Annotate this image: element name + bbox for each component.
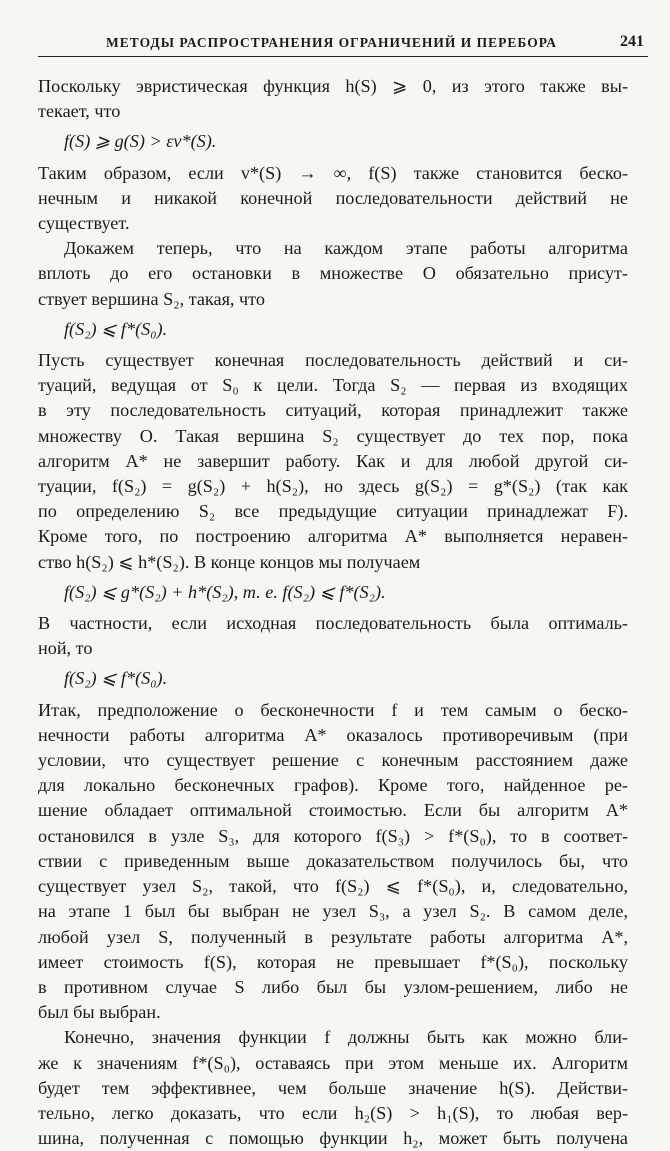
text-line: Докажем теперь, что на каждом этапе работы алгоритма [64,238,628,259]
text-line: ной, то [38,638,93,659]
text-line: существует узел S₂, такой, что f(S₂) ⩽ f*(S₀), и, следовательно, [38,876,628,897]
text-line: нечным и никакой конечной последовательности действий не [38,187,628,208]
text-line: тельно, легко доказать, что если h₂(S) > h₁(S), то любая вер- [38,1102,628,1123]
text-line: туаций, ведущая от S₀ к цели. Тогда S₂ — первая из входящих [38,375,628,396]
text-line: в эту последовательность ситуаций, которая принадлежит также [38,400,628,421]
text-line: условии, что существует решение с конечным расстоянием даже [38,750,628,771]
text-line: Таким образом, если v*(S) → ∞, f(S) также становится беско- [38,162,628,183]
text-line: будет тем эффективнее, чем больше значение h(S). Действи- [38,1077,628,1098]
body-text [38,74,628,1151]
text-line: шение обладает оптимальной стоимостью. Если бы алгоритм A* [38,800,628,821]
text-line: для локально бесконечных графов). Кроме того, найденное ре- [38,775,628,796]
text-line: был бы выбран. [38,1002,161,1023]
text-line: шина, полученная с помощью функции h₂, может быть получена [38,1128,628,1149]
text-line: существует. [38,213,130,234]
text-line: Поскольку эвристическая функция h(S) ⩾ 0, из этого также вы- [38,76,628,96]
text-line: Конечно, значения функции f должны быть как можно бли- [64,1027,628,1048]
text-line: Итак, предположение о бесконечности f и тем самым о беско- [38,699,628,720]
page-number: 241 [620,33,644,50]
text-line: на этапе 1 был бы выбран не узел S₃, а узел S₂. В самом деле, [38,901,628,922]
text-line: туации, f(S₂) = g(S₂) + h(S₂), но здесь g(S₂) = g*(S₂) (так как [38,476,628,497]
text-line: любой узел S, полученный в результате работы алгоритма A*, [38,926,628,947]
text-line: вплоть до его остановки в множестве O обязательно присут- [38,263,628,284]
text-line: В частности, если исходная последовательность была оптималь- [38,613,628,634]
text-line: нечности работы алгоритма A* оказалось противоречивым (при [38,724,628,745]
text-line: в противном случае S либо был бы узлом-решением, либо не [38,976,628,997]
text-line: множеству O. Такая вершина S₂ существует до тех пор, пока [38,425,628,446]
text-line: алгоритм A* не завершит работу. Как и для любой другой си- [38,450,628,471]
text-line: текает, что [38,101,121,122]
text-line: по определению S₂ все предыдущие ситуации принадлежат F). [38,501,628,522]
text-line: же к значениям f*(S₀), оставаясь при этом меньше их. Алгоритм [38,1052,628,1073]
text-line: ство h(S₂) ⩽ h*(S₂). В конце концов мы получаем [38,551,421,572]
text-line: остановился в узле S₃, для которого f(S₃) > f*(S₀), то в соответ- [38,825,628,846]
page-header [38,30,648,57]
text-line: ствует вершина S₂, такая, что [38,288,265,309]
formula: f(S₂) ⩽ f*(S₀). [64,318,168,339]
formula: f(S) ⩾ g(S) > εv*(S). [64,131,217,152]
formula: f(S₂) ⩽ f*(S₀). [64,668,168,689]
text-line: Кроме того, по построению алгоритма A* выполняется неравен- [38,526,628,547]
text-line: Пусть существует конечная последовательность действий и си- [38,350,628,371]
formula: f(S₂) ⩽ g*(S₂) + h*(S₂), т. е. f(S₂) ⩽ f*(S₂). [64,581,386,602]
text-line: имеет стоимость f(S), которая не превышает f*(S₀), поскольку [38,951,628,972]
running-title: МЕТОДЫ РАСПРОСТРАНЕНИЯ ОГРАНИЧЕНИЙ И ПЕРЕБОРА [106,35,558,50]
text-line: ствии с приведенным выше доказательством получилось бы, что [38,850,628,871]
